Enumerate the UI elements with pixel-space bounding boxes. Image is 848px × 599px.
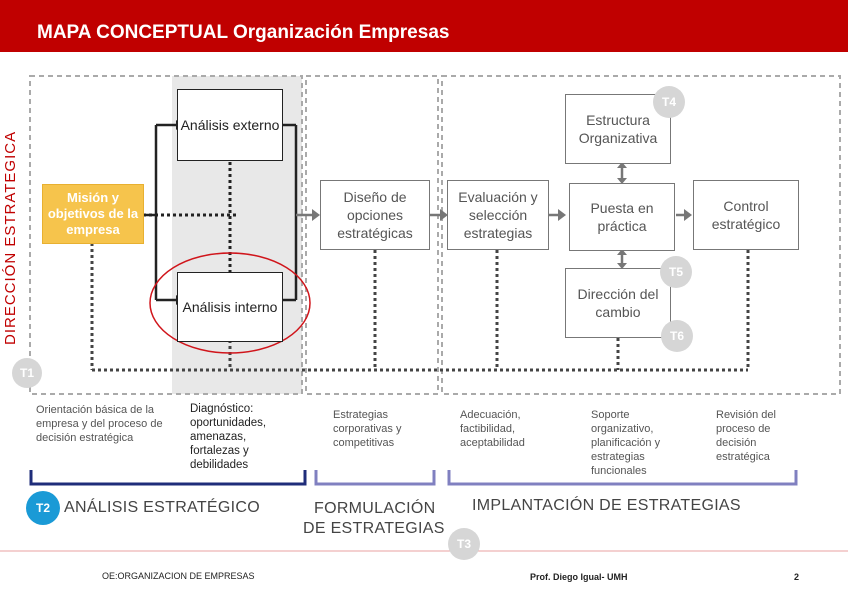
badge-t5: T5 <box>660 256 692 288</box>
box-diseno: Diseño de opciones estratégicas <box>320 180 430 250</box>
desc-orientacion: Orientación básica de la empresa y del proceso de decisión estratégica <box>36 404 163 444</box>
badge-t6: T6 <box>661 320 693 352</box>
desc-revision: Revisión del proceso de decisión estratégica <box>716 409 776 463</box>
page-title: MAPA CONCEPTUAL Organización Empresas <box>37 22 450 43</box>
box-analisis-interno: Análisis interno <box>177 272 283 342</box>
box-estructura: Estructura Organizativa <box>565 94 671 164</box>
desc-diagnostico: Diagnóstico: oportunidades, amenazas, fortalezas y debilidades <box>190 403 267 471</box>
badge-t1: T1 <box>12 358 42 388</box>
desc-adecuacion: Adecuación, factibilidad, aceptabilidad <box>460 409 525 449</box>
box-analisis-externo: Análisis externo <box>177 89 283 161</box>
phase-bar-formulacion <box>316 470 434 484</box>
box-direccion-cambio: Dirección del cambio <box>565 268 671 338</box>
desc-estrategias: Estrategias corporativas y competitivas <box>333 409 402 449</box>
phase-formulacion-1: FORMULACIÓN <box>314 500 436 517</box>
footer-course: OE:ORGANIZACION DE EMPRESAS <box>102 571 255 581</box>
badge-t3: T3 <box>448 528 480 560</box>
badge-t4: T4 <box>653 86 685 118</box>
phase-bar-analisis <box>31 470 305 484</box>
desc-soporte: Soporte organizativo, planificación y estrategias funcionales <box>591 409 661 477</box>
phase-implantacion: IMPLANTACIÓN DE ESTRATEGIAS <box>472 497 741 514</box>
box-control: Control estratégico <box>693 180 799 250</box>
box-evaluacion: Evaluación y selección estrategias <box>447 180 549 250</box>
box-puesta: Puesta en práctica <box>569 183 675 251</box>
footer-page-number: 2 <box>794 572 800 582</box>
footer-author: Prof. Diego Igual- UMH <box>530 572 628 582</box>
phase-analisis: ANÁLISIS ESTRATÉGICO <box>64 499 260 516</box>
box-mision: Misión y objetivos de la empresa <box>42 184 144 244</box>
badge-t2: T2 <box>26 491 60 525</box>
phase-formulacion-2: DE ESTRATEGIAS <box>303 520 445 537</box>
vertical-label: DIRECCIÓN ESTRATEGICA <box>2 130 19 345</box>
